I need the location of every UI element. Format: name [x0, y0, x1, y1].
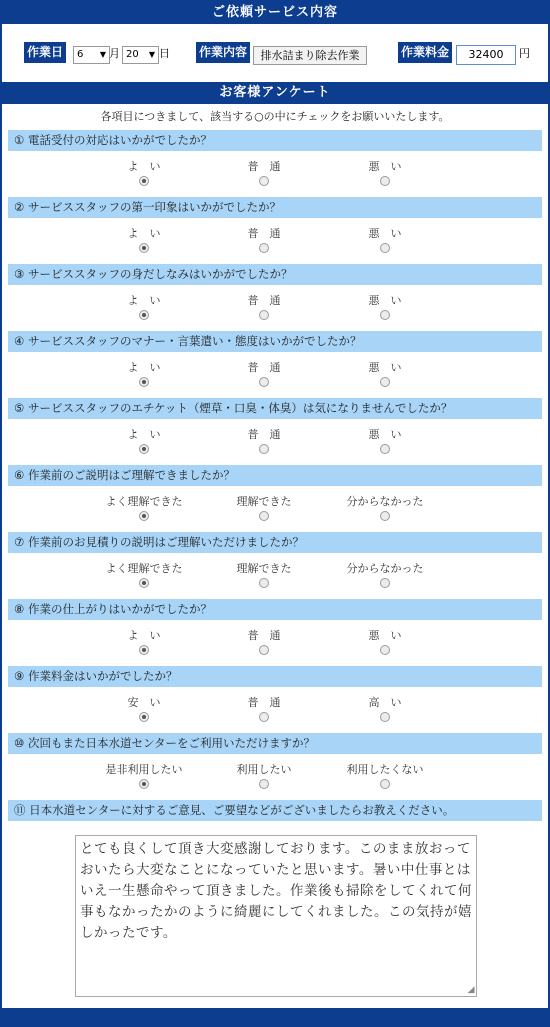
option-label: 悪 い [368, 629, 402, 642]
radio-button[interactable] [139, 444, 149, 454]
radio-button[interactable] [380, 243, 390, 253]
option-label: よ い [127, 294, 161, 307]
resize-grip-icon[interactable]: ◢ [467, 985, 475, 995]
radio-button[interactable] [380, 578, 390, 588]
option-label: よ い [127, 629, 161, 642]
radio-button[interactable] [380, 511, 390, 521]
radio-button[interactable] [139, 377, 149, 387]
fee-label: 作業料金 [398, 42, 452, 63]
question-text: ⑧ 作業の仕上がりはいかがでしたか？ [8, 599, 542, 620]
option-label: 理解できた [236, 562, 292, 575]
radio-button[interactable] [139, 578, 149, 588]
answer-option[interactable] [89, 562, 199, 588]
question-text: ⑨ 作業料金はいかがでしたか？ [8, 666, 542, 687]
comment-text: とても良くして頂き大変感謝しております。このまま放おっておいたら大変なことになっていたと思います。暑い中仕事とはいえ一生懸命やって頂きました。作業後も掃除をしてくれて何事もなかったかのように綺麗にしてくれました。この気持が嬉しかったです。 [80, 841, 472, 941]
radio-button[interactable] [259, 645, 269, 655]
question-text: ⑩ 次回もまた日本水道センターをご利用いただけますか？ [8, 733, 542, 754]
answer-option[interactable] [330, 696, 440, 722]
question-list [2, 130, 548, 800]
answer-option[interactable] [89, 495, 199, 521]
answer-option[interactable] [89, 227, 199, 253]
radio-button[interactable] [380, 444, 390, 454]
answer-option[interactable] [330, 294, 440, 320]
question-5 [2, 398, 548, 465]
answer-option[interactable] [330, 160, 440, 186]
chevron-down-icon: ▼ [99, 50, 106, 59]
month-unit: 月 [109, 47, 120, 60]
answer-option[interactable] [209, 294, 319, 320]
question-10 [2, 733, 548, 800]
option-label: よ い [127, 428, 161, 441]
question-text: ② サービススタッフの第一印象はいかがでしたか？ [8, 197, 542, 218]
radio-button[interactable] [259, 511, 269, 521]
option-label: 安 い [127, 696, 161, 709]
option-label: 普 通 [247, 428, 281, 441]
answer-option[interactable] [89, 361, 199, 387]
radio-button[interactable] [259, 310, 269, 320]
option-label: 普 通 [247, 629, 281, 642]
radio-button[interactable] [259, 176, 269, 186]
radio-button[interactable] [380, 176, 390, 186]
chevron-down-icon: ▼ [148, 50, 155, 59]
question-11 [2, 800, 548, 822]
question-text: ③ サービススタッフの身だしなみはいかがでしたか？ [8, 264, 542, 285]
comment-textarea[interactable] [75, 835, 477, 997]
radio-button[interactable] [259, 779, 269, 789]
radio-button[interactable] [259, 712, 269, 722]
answer-option[interactable] [330, 763, 440, 789]
question-2 [2, 197, 548, 264]
answer-option[interactable] [89, 428, 199, 454]
content-label: 作業内容 [196, 42, 250, 63]
option-label: 悪 い [368, 361, 402, 374]
answer-option[interactable] [89, 160, 199, 186]
answer-option[interactable] [209, 227, 319, 253]
radio-button[interactable] [139, 511, 149, 521]
question-text: ⑦ 作業前のお見積りの説明はご理解いただけましたか？ [8, 532, 542, 553]
radio-button[interactable] [259, 444, 269, 454]
radio-button[interactable] [139, 645, 149, 655]
question-text: ④ サービススタッフのマナー・言葉遣い・態度はいかがでしたか？ [8, 331, 542, 352]
answer-option[interactable] [330, 629, 440, 655]
option-label: 是非利用したい [105, 763, 183, 776]
question-text: ① 電話受付の対応はいかがでしたか？ [8, 130, 542, 151]
radio-button[interactable] [380, 310, 390, 320]
answer-option[interactable] [209, 160, 319, 186]
answer-option[interactable] [330, 428, 440, 454]
radio-button[interactable] [139, 310, 149, 320]
answer-option[interactable] [209, 495, 319, 521]
option-label: よく理解できた [105, 562, 183, 575]
day-value: 20 [126, 49, 139, 60]
answer-option[interactable] [89, 763, 199, 789]
day-unit: 日 [159, 47, 170, 60]
option-label: 理解できた [236, 495, 292, 508]
answer-option[interactable] [89, 294, 199, 320]
question-text: ⑥ 作業前のご説明はご理解できましたか？ [8, 465, 542, 486]
option-label: よ い [127, 227, 161, 240]
option-label: 普 通 [247, 294, 281, 307]
question-9 [2, 666, 548, 733]
fee-input[interactable]: 32400 [456, 45, 516, 65]
answer-option[interactable] [89, 696, 199, 722]
answer-option[interactable] [209, 763, 319, 789]
answer-option[interactable] [330, 361, 440, 387]
question-8 [2, 599, 548, 666]
option-label: 高 い [368, 696, 402, 709]
option-label: 分からなかった [346, 495, 424, 508]
date-label: 作業日 [24, 42, 66, 63]
answer-option[interactable] [330, 227, 440, 253]
question-text: ⑤ サービススタッフのエチケット（煙草・口臭・体臭）は気になりませんでしたか？ [8, 398, 542, 419]
question-1 [2, 130, 548, 197]
survey-heading: お客様アンケート [2, 82, 548, 104]
option-label: 悪 い [368, 227, 402, 240]
option-label: 利用したい [236, 763, 292, 776]
answer-option[interactable] [209, 696, 319, 722]
fee-unit: 円 [519, 47, 530, 60]
option-label: よく理解できた [105, 495, 183, 508]
radio-button[interactable] [259, 243, 269, 253]
radio-button[interactable] [259, 377, 269, 387]
answer-option[interactable] [330, 562, 440, 588]
answer-option[interactable] [209, 629, 319, 655]
radio-button[interactable] [380, 645, 390, 655]
month-value: 6 [77, 49, 84, 60]
option-label: 普 通 [247, 160, 281, 173]
radio-button[interactable] [380, 712, 390, 722]
radio-button[interactable] [139, 176, 149, 186]
radio-button[interactable] [259, 578, 269, 588]
radio-button[interactable] [139, 779, 149, 789]
work-content-field[interactable]: 排水詰まり除去作業 [253, 46, 367, 65]
answer-option[interactable] [330, 495, 440, 521]
answer-option[interactable] [209, 428, 319, 454]
option-label: 利用したくない [346, 763, 424, 776]
option-label: 普 通 [247, 227, 281, 240]
option-label: 普 通 [247, 361, 281, 374]
option-label: 分からなかった [346, 562, 424, 575]
radio-button[interactable] [139, 243, 149, 253]
question-3 [2, 264, 548, 331]
service-heading: ご依頼サービス内容 [2, 2, 548, 24]
question-6 [2, 465, 548, 532]
answer-option[interactable] [209, 361, 319, 387]
option-label: 悪 い [368, 428, 402, 441]
answer-option[interactable] [209, 562, 319, 588]
month-select[interactable] [73, 46, 110, 64]
question-7 [2, 532, 548, 599]
option-label: 普 通 [247, 696, 281, 709]
footer-bar [2, 1008, 548, 1025]
radio-button[interactable] [139, 712, 149, 722]
survey-intro: 各項目につきまして、該当する○の中にチェックをお願いいたします。 [100, 110, 450, 123]
day-select[interactable] [122, 46, 159, 64]
option-label: 悪 い [368, 294, 402, 307]
option-label: 悪 い [368, 160, 402, 173]
radio-button[interactable] [380, 377, 390, 387]
question-4 [2, 331, 548, 398]
service-details-row [2, 24, 548, 82]
answer-option[interactable] [89, 629, 199, 655]
option-label: よ い [127, 160, 161, 173]
question-text: ⑪ 日本水道センターに対するご意見、ご要望などがございましたらお教えください。 [8, 800, 542, 821]
radio-button[interactable] [380, 779, 390, 789]
option-label: よ い [127, 361, 161, 374]
